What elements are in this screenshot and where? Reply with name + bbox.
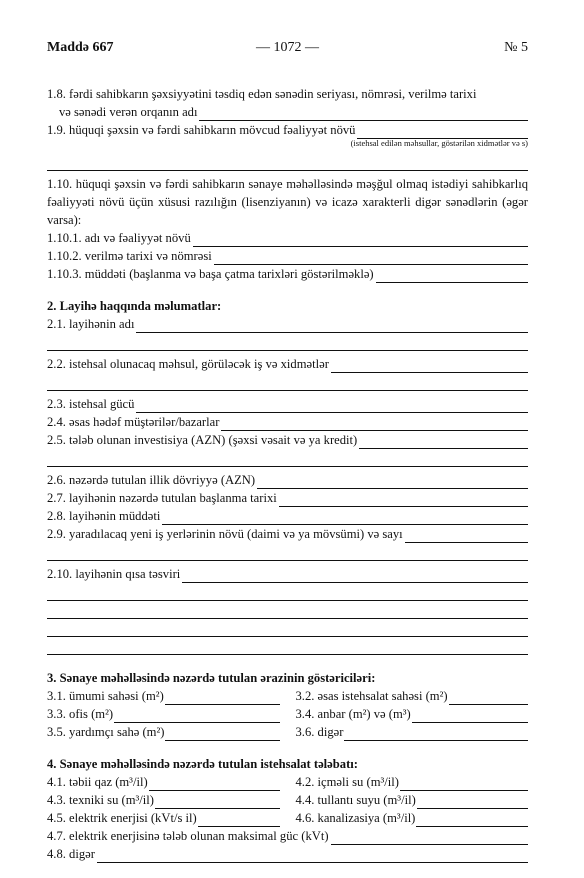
field-2-4[interactable]: 2.4. əsas hədəf müştərilər/bazarlar (47, 413, 528, 431)
field-3-2[interactable]: 3.2. əsas istehsalat sahəsi (m²) (280, 687, 529, 705)
field-2-1-extra-line[interactable] (47, 333, 528, 351)
section-2-title: 2. Layihə haqqında məlumatlar: (47, 299, 222, 313)
article-number: Maddə 667 (47, 40, 114, 55)
field-row-3-3 (47, 705, 528, 723)
field-2-10-line-3[interactable] (47, 601, 528, 619)
field-2-2-extra-line[interactable] (47, 373, 528, 391)
field-1-9-extra-line[interactable] (47, 149, 528, 171)
field-1-10-3[interactable]: 1.10.3. müddəti (başlanma və başa çatma tarixləri göstərilməklə) (47, 265, 528, 283)
field-2-10-line-5[interactable] (47, 637, 528, 655)
field-row-4-3 (47, 791, 528, 809)
field-2-1[interactable]: 2.1. layihənin adı (47, 315, 528, 333)
field-4-1[interactable]: 4.1. təbii qaz (m³/il) (47, 773, 280, 791)
field-2-10-line-4[interactable] (47, 619, 528, 637)
form-content (47, 85, 528, 863)
field-1-10-2[interactable]: 1.10.2. verilmə tarixi və nömrəsi (47, 247, 528, 265)
field-3-3[interactable]: 3.3. ofis (m²) (47, 705, 280, 723)
field-4-2[interactable]: 4.2. içməli su (m³/il) (280, 773, 529, 791)
field-2-5[interactable]: 2.5. tələb olunan investisiya (AZN) (şəxsi vəsait və ya kredit) (47, 431, 528, 449)
field-3-6[interactable]: 3.6. digər (280, 723, 529, 741)
issue-number: № 5 (504, 40, 528, 55)
field-2-5-extra-line[interactable] (47, 449, 528, 467)
field-row-3-1 (47, 687, 528, 705)
field-1-8-line[interactable] (199, 108, 528, 121)
field-4-6[interactable]: 4.6. kanalizasiya (m³/il) (280, 809, 529, 827)
field-3-1[interactable]: 3.1. ümumi sahəsi (m²) (47, 687, 280, 705)
field-1-8[interactable]: və sənədi verən orqanın adı (47, 103, 528, 121)
field-2-7[interactable]: 2.7. layihənin nəzərdə tutulan başlanma tarixi (47, 489, 528, 507)
field-1-9[interactable]: 1.9. hüquqi şəxsin və fərdi sahibkarın mövcud fəaliyyət növü (47, 121, 528, 139)
page-header (47, 40, 528, 60)
field-2-3[interactable]: 2.3. istehsal gücü (47, 395, 528, 413)
field-1-10-1[interactable]: 1.10.1. adı və fəaliyyət növü (47, 229, 528, 247)
field-2-2[interactable]: 2.2. istehsal olunacaq məhsul, görüləcək iş və xidmətlər (47, 355, 528, 373)
field-4-7[interactable]: 4.7. elektrik enerjisinə tələb olunan maksimal güc (kVt) (47, 827, 528, 845)
field-row-3-5 (47, 723, 528, 741)
page-number: — 1072 — (256, 40, 319, 55)
field-2-10-line-2[interactable] (47, 583, 528, 601)
field-3-4[interactable]: 3.4. anbar (m²) və (m³) (280, 705, 529, 723)
field-4-4[interactable]: 4.4. tullantı suyu (m³/il) (280, 791, 529, 809)
field-1-8-line1: 1.8. fərdi sahibkarın şəxsiyyətini təsdiq edən sənədin seriyası, nömrəsi, verilmə tarixi (47, 87, 477, 101)
field-1-10-text: 1.10. hüquqi şəxsin və fərdi sahibkarın sənaye məhəlləsində məşğul olmaq istədiyi sahibkarlıq fəaliyyəti növü üçün xüsusi razılığın (lisenziyanın) və icazə xarakterli digər sənədlərin (əgər varsa): (47, 177, 528, 227)
field-2-10[interactable]: 2.10. layihənin qısa təsviri (47, 565, 528, 583)
field-4-5[interactable]: 4.5. elektrik enerjisi (kVt/s il) (47, 809, 280, 827)
field-4-3[interactable]: 4.3. texniki su (m³/il) (47, 791, 280, 809)
field-2-8[interactable]: 2.8. layihənin müddəti (47, 507, 528, 525)
field-3-5[interactable]: 3.5. yardımçı sahə (m²) (47, 723, 280, 741)
field-2-9-extra-line[interactable] (47, 543, 528, 561)
field-4-8[interactable]: 4.8. digər (47, 845, 528, 863)
field-1-9-hint: (istehsal edilən məhsullar, göstərilən xidmətlər və s) (350, 138, 528, 148)
field-row-4-1 (47, 773, 528, 791)
field-row-4-5 (47, 809, 528, 827)
field-2-6[interactable]: 2.6. nəzərdə tutulan illik dövriyyə (AZN) (47, 471, 528, 489)
section-4-title: 4. Sənaye məhəlləsində nəzərdə tutulan istehsalat tələbatı: (47, 757, 358, 771)
section-3-title: 3. Sənaye məhəlləsində nəzərdə tutulan ərazinin göstəriciləri: (47, 671, 376, 685)
field-2-9[interactable]: 2.9. yaradılacaq yeni iş yerlərinin növü (daimi və ya mövsümi) və sayı (47, 525, 528, 543)
